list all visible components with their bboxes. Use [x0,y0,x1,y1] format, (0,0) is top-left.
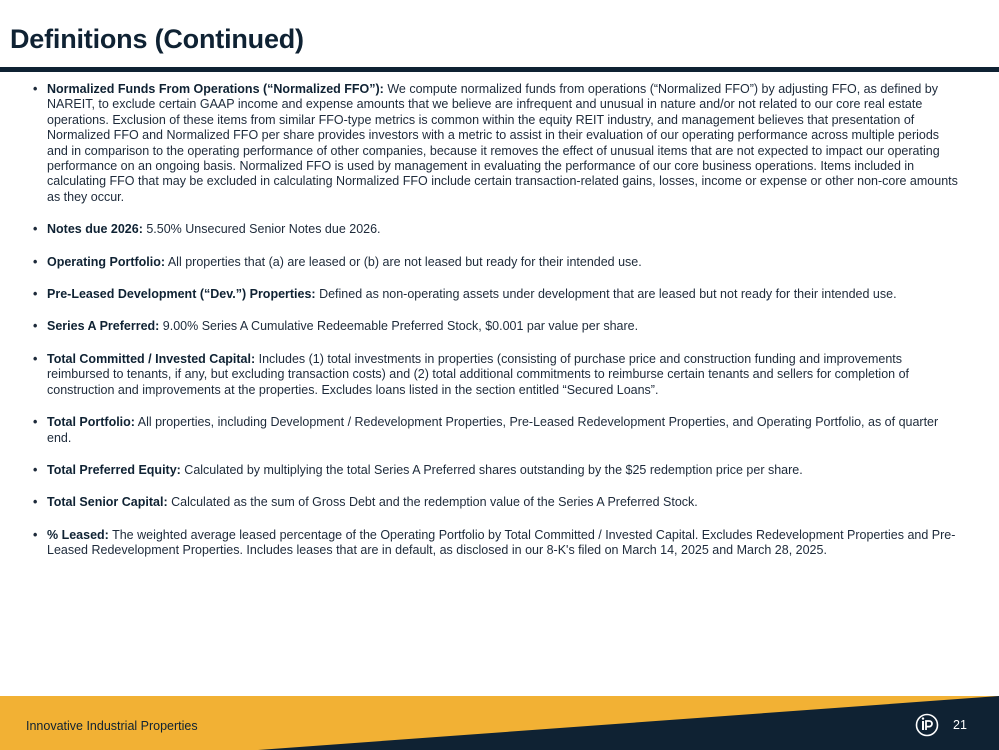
definition-term: Total Portfolio: [47,415,135,430]
definitions-list [33,82,963,576]
definition-term: Notes due 2026: [47,222,143,237]
page-title: Definitions (Continued) [10,24,304,54]
definition-term: Series A Preferred: [47,319,160,334]
definition-item [33,415,963,446]
definition-term: % Leased: [47,527,109,542]
definition-term: Operating Portfolio: [47,254,166,269]
company-name: Innovative Industrial Properties [26,719,198,733]
bullet: • [33,462,38,477]
definition-text: 9.00% Series A Cumulative Redeemable Preferred Stock, $0.001 par value per share. [159,319,639,334]
bullet: • [33,415,38,430]
definition-text: Calculated as the sum of Gross Debt and the redemption value of the Series A Preferred Stock. [167,495,698,510]
bullet: • [33,254,38,269]
definition-text: The weighted average leased percentage of the Operating Portfolio by Total Committed / Invested Capital. Excludes Redevelopment Properties and Pre-Leased Redevelopment Properties. Includes leases that are in default, as disclosed in our 8-K's filed on March 14, 2025 and March 28, 2025. [47,527,956,558]
definition-item [33,352,963,398]
definition-item [33,255,963,270]
bullet: • [33,495,38,510]
definition-item [33,463,963,478]
iip-logo-icon [915,713,939,737]
definition-text: Includes (1) total investments in properties (consisting of purchase price and construction funding and improvements reimbursed to tenants, if any, but excluding transaction costs) and (2) total additional commitments to reimburse certain tenants and sellers for completion of construction and improvements at the properties. Excludes loans listed in the section entitled “Secured Loans”. [47,351,909,397]
page-number: 21 [953,718,967,732]
definition-text: All properties that (a) are leased or (b) are not leased but ready for their intended use. [165,254,642,269]
bullet: • [33,82,38,96]
definition-text: Defined as non-operating assets under development that are leased but not ready for their intended use. [315,287,897,302]
definition-text: Calculated by multiplying the total Series A Preferred shares outstanding by the $25 redemption price per share. [180,462,803,477]
bullet: • [33,287,38,302]
bullet: • [33,222,38,237]
definition-term: Pre-Leased Development (“Dev.”) Properties: [47,287,316,302]
definition-item [33,319,963,334]
definition-item [33,495,963,510]
bullet: • [33,351,38,366]
definition-term: Total Senior Capital: [47,495,168,510]
definition-item [33,287,963,302]
definition-term: Total Preferred Equity: [47,462,181,477]
definition-item [33,528,963,559]
bullet: • [33,319,38,334]
bullet: • [33,527,38,542]
definition-term: Total Committed / Invested Capital: [47,351,256,366]
definition-term: Normalized Funds From Operations (“Normalized FFO”): [47,82,384,96]
title-divider [0,67,999,72]
definition-text: 5.50% Unsecured Senior Notes due 2026. [142,222,381,237]
definition-text: We compute normalized funds from operations (“Normalized FFO”) by adjusting FFO, as defined by NAREIT, to exclude certain GAAP income and expense amounts that we believe are infrequent and unusual in nature and/or not related to our core real estate operations. Exclusion of these items from similar FFO-type metrics is common within the equity REIT industry, and management believes that presentation of Normalized FFO and Normalized FFO per share provides investors with a metric to assist in their evaluation of our operating performance across multiple periods and in comparison to the operating performance of other companies, because it removes the effect of unusual items that are not expected to impact our operating performance on an ongoing basis. Normalized FFO is used by management in evaluating the performance of our core business operations. Items included in calculating FFO that may be excluded in calculating Normalized FFO include certain transaction-related gains, losses, income or expense or other non-core amounts as they occur. [47,82,958,204]
definition-item [33,222,963,237]
definition-text: All properties, including Development / Redevelopment Properties, Pre-Leased Redevelopment Properties, and Operating Portfolio, as of quarter end. [47,415,939,445]
definition-item [33,82,963,205]
